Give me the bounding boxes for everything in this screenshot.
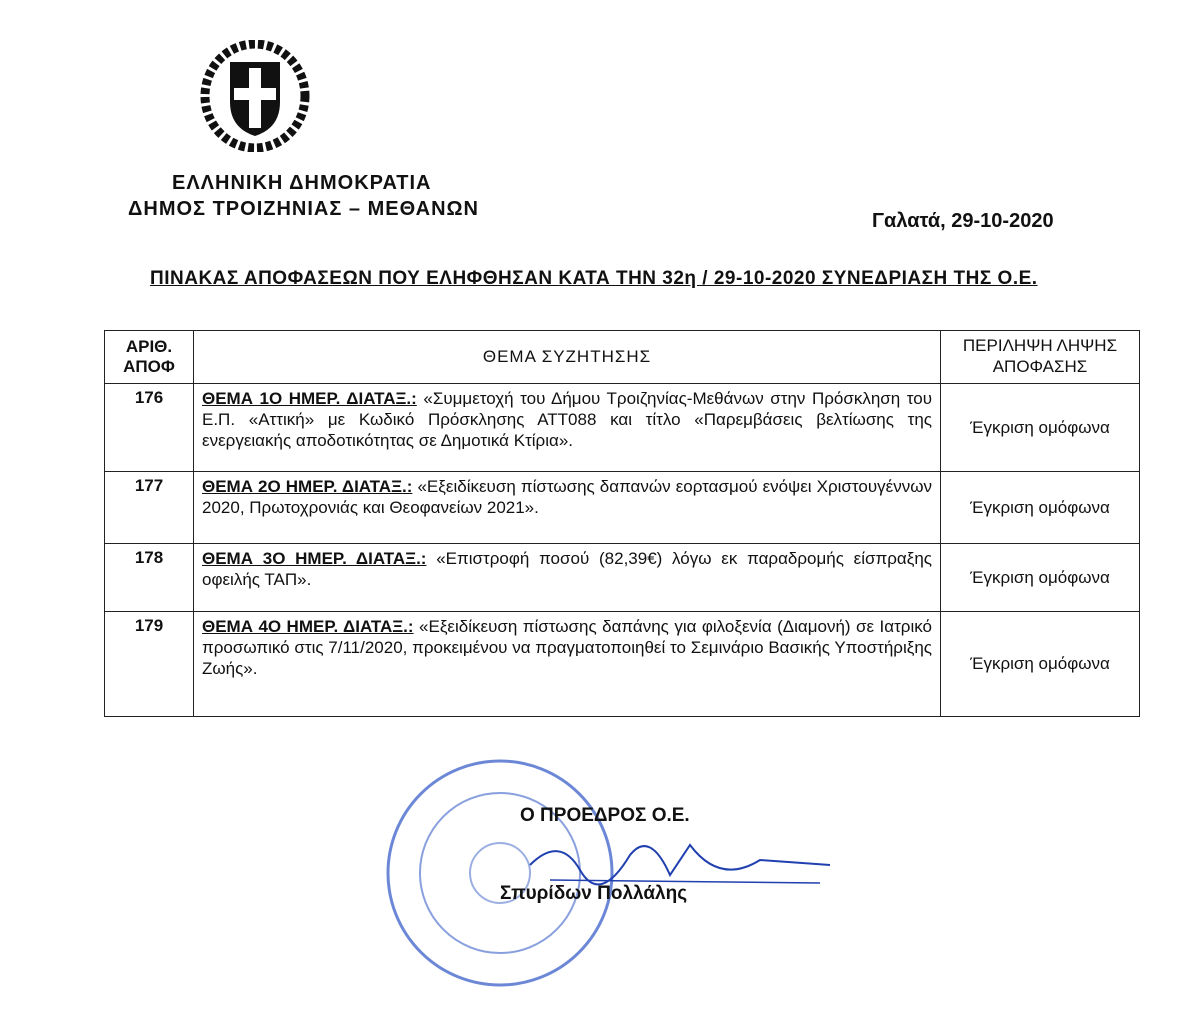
topic-label: ΘΕΜΑ 1Ο ΗΜΕΡ. ΔΙΑΤΑΞ.: <box>202 389 417 408</box>
decision-result: Έγκριση ομόφωνα <box>941 544 1140 612</box>
table-row <box>105 472 1140 544</box>
page-title: ΠΙΝΑΚΑΣ ΑΠΟΦΑΣΕΩΝ ΠΟΥ ΕΛΗΦΘΗΣΑΝ ΚΑΤΑ ΤΗΝ 32η / 29-10-2020 ΣΥΝΕΔΡΙΑΣΗ ΤΗΣ Ο.Ε. <box>150 268 1038 289</box>
topic-text: «Συμμετοχή του Δήμου Τροιζηνίας-Μεθάνων στην Πρόσκληση του Ε.Π. «Αττική» με Κωδικό Πρόσκλησης ΑΤΤ088 και τίτλο «Παρεμβάσεις βελτίωσης της ενεργειακής αποδοτικότητας σε Δημοτικά Κτίρια». <box>202 389 932 450</box>
decisions-table <box>104 330 1140 717</box>
header-subject: ΘΕΜΑ ΣΥΖΗΤΗΣΗΣ <box>194 331 941 384</box>
header-result: ΠΕΡΙΛΗΨΗ ΛΗΨΗΣ ΑΠΟΦΑΣΗΣ <box>941 331 1140 384</box>
place-date: Γαλατά, 29-10-2020 <box>872 210 1054 232</box>
table-row <box>105 612 1140 717</box>
decision-number: 178 <box>105 544 194 612</box>
decision-number: 177 <box>105 472 194 544</box>
republic-heading: ΕΛΛΗΝΙΚΗ ΔΗΜΟΚΡΑΤΙΑ <box>172 172 432 194</box>
decision-result: Έγκριση ομόφωνα <box>941 384 1140 472</box>
decision-result: Έγκριση ομόφωνα <box>941 612 1140 717</box>
decision-number: 179 <box>105 612 194 717</box>
topic-text: «Εξειδίκευση πίστωσης δαπάνης για φιλοξενία (Διαμονή) σε Ιατρικό προσωπικό στις 7/11/2020, προκειμένου να πραγματοποιηθεί το Σεμινάριο Βασικής Υποστήριξης Ζωής». <box>202 617 932 678</box>
table-row <box>105 544 1140 612</box>
topic-label: ΘΕΜΑ 3Ο ΗΜΕΡ. ΔΙΑΤΑΞ.: <box>202 549 427 568</box>
decision-number: 176 <box>105 384 194 472</box>
decision-subject <box>194 384 941 472</box>
decision-subject <box>194 612 941 717</box>
decision-subject <box>194 544 941 612</box>
topic-text: «Επιστροφή ποσού (82,39€) λόγω εκ παραδρομής είσπραξης οφειλής ΤΑΠ». <box>202 549 932 589</box>
signatory-name: Σπυρίδων Πολλάλης <box>500 883 688 904</box>
decision-result: Έγκριση ομόφωνα <box>941 472 1140 544</box>
table-header-row <box>105 331 1140 384</box>
table-row <box>105 384 1140 472</box>
topic-label: ΘΕΜΑ 2Ο ΗΜΕΡ. ΔΙΑΤΑΞ.: <box>202 477 413 496</box>
municipality-heading: ΔΗΜΟΣ ΤΡΟΙΖΗΝΙΑΣ – ΜΕΘΑΝΩΝ <box>128 198 479 220</box>
topic-text: «Εξειδίκευση πίστωσης δαπανών εορτασμού ενόψει Χριστουγέννων 2020, Πρωτοχρονιάς και Θεοφανείων 2021». <box>202 477 932 517</box>
header-number: ΑΡΙΘ. ΑΠΟΦ <box>105 331 194 384</box>
president-title: Ο ΠΡΟΕΔΡΟΣ Ο.Ε. <box>520 805 690 826</box>
decision-subject <box>194 472 941 544</box>
coat-of-arms-icon <box>200 40 310 152</box>
topic-label: ΘΕΜΑ 4Ο ΗΜΕΡ. ΔΙΑΤΑΞ.: <box>202 617 414 636</box>
